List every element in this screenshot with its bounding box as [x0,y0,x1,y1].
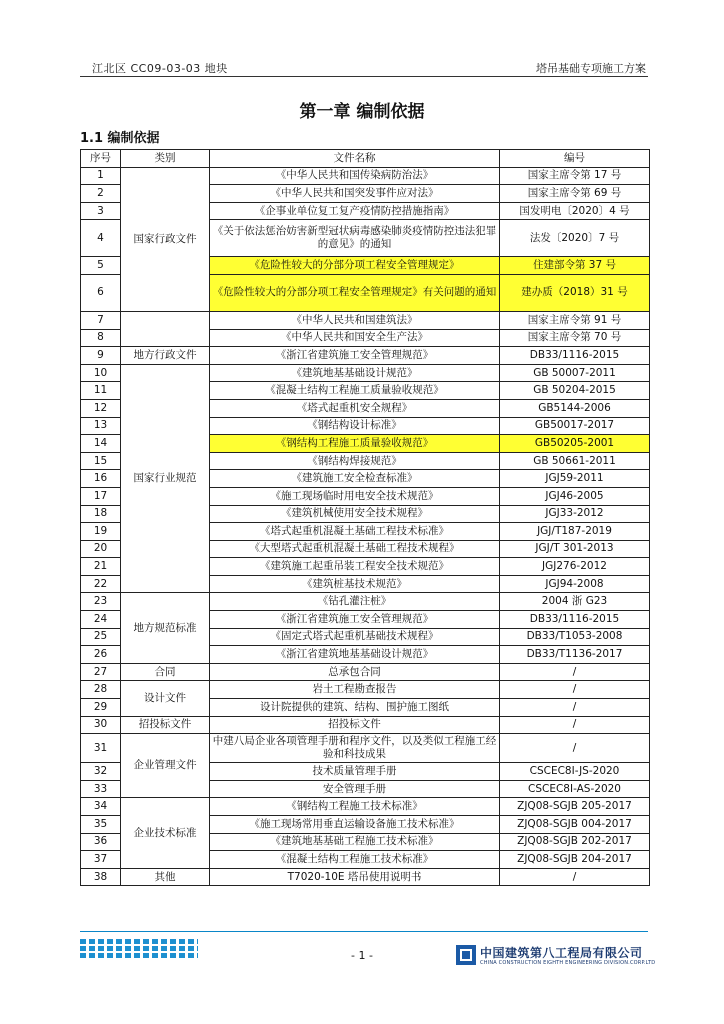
company-name-en: CHINA CONSTRUCTION EIGHTH ENGINEERING DIVISION.CORP.LTD [480,960,656,966]
document-code-cell: JGJ/T187-2019 [500,523,650,541]
document-name-cell: 中建八局企业各项管理手册和程序文件，以及类似工程施工经验和科技成果 [210,734,500,763]
row-number-cell: 19 [81,523,121,541]
document-code-cell: / [500,734,650,763]
document-code-cell: JGJ/T 301-2013 [500,540,650,558]
table-row [81,593,650,611]
table-row [81,716,650,734]
row-number-cell: 22 [81,575,121,593]
row-number-cell: 23 [81,593,121,611]
document-code-cell: GB50017-2017 [500,417,650,435]
row-number-cell: 7 [81,311,121,329]
document-name-cell: 《建筑桩基技术规范》 [210,575,500,593]
document-code-cell: / [500,716,650,734]
col-header-no: 序号 [81,150,121,168]
document-name-cell: 《混凝土结构工程施工质量验收规范》 [210,382,500,400]
document-name-cell: 《钢结构焊接规范》 [210,452,500,470]
row-number-cell: 36 [81,833,121,851]
col-header-name: 文件名称 [210,150,500,168]
document-code-cell: JGJ46-2005 [500,487,650,505]
row-number-cell: 17 [81,487,121,505]
category-cell: 合同 [121,663,210,681]
document-name-cell: 《浙江省建筑施工安全管理规范》 [210,347,500,365]
document-name-cell: 岩土工程勘查报告 [210,681,500,699]
row-number-cell: 4 [81,220,121,257]
document-code-cell: DB33/1116-2015 [500,347,650,365]
row-number-cell: 6 [81,274,121,311]
document-name-cell: 《钢结构工程施工技术标准》 [210,798,500,816]
row-number-cell: 30 [81,716,121,734]
row-number-cell: 25 [81,628,121,646]
document-name-cell: 《建筑地基基础工程施工技术标准》 [210,833,500,851]
table-row [81,364,650,382]
document-code-cell: 国家主席令第 91 号 [500,311,650,329]
row-number-cell: 28 [81,681,121,699]
row-number-cell: 26 [81,646,121,664]
document-name-cell: 《建筑施工起重吊装工程安全技术规范》 [210,558,500,576]
table-row [81,734,650,763]
table-row [81,167,650,185]
row-number-cell: 38 [81,868,121,886]
row-number-cell: 24 [81,611,121,629]
document-name-cell: 安全管理手册 [210,780,500,798]
document-code-cell: ZJQ08-SGJB 202-2017 [500,833,650,851]
row-number-cell: 27 [81,663,121,681]
document-code-cell: / [500,681,650,699]
row-number-cell: 2 [81,185,121,203]
document-name-cell: 《浙江省建筑地基基础设计规范》 [210,646,500,664]
document-code-cell: / [500,868,650,886]
col-header-category: 类别 [121,150,210,168]
company-logo-icon [456,945,476,965]
document-name-cell: 技术质量管理手册 [210,763,500,781]
row-number-cell: 5 [81,257,121,275]
category-cell: 招投标文件 [121,716,210,734]
document-name-cell: 《中华人民共和国传染病防治法》 [210,167,500,185]
highlighted-cell: 住建部令第 37 号 [500,257,650,275]
document-name-cell: 《施工现场常用垂直运输设备施工技术标准》 [210,816,500,834]
document-name-cell: 《中华人民共和国安全生产法》 [210,329,500,347]
row-number-cell: 29 [81,699,121,717]
document-name-cell: 《建筑施工安全检查标准》 [210,470,500,488]
row-number-cell: 9 [81,347,121,365]
document-code-cell: / [500,699,650,717]
document-code-cell: GB 50007-2011 [500,364,650,382]
document-code-cell: CSCEC8I-AS-2020 [500,780,650,798]
document-name-cell: 《固定式塔式起重机基础技术规程》 [210,628,500,646]
document-name-cell: 《中华人民共和国突发事件应对法》 [210,185,500,203]
document-name-cell: 《大型塔式起重机混凝土基础工程技术规程》 [210,540,500,558]
document-name-cell: 招投标文件 [210,716,500,734]
document-code-cell: GB5144-2006 [500,399,650,417]
row-number-cell: 20 [81,540,121,558]
row-number-cell: 12 [81,399,121,417]
category-cell: 国家行政文件 [121,167,210,311]
document-name-cell: 《关于依法惩治妨害新型冠状病毒感染肺炎疫情防控违法犯罪的意见》的通知 [210,220,500,257]
chapter-title: 第一章 编制依据 [299,102,425,122]
table-row [81,347,650,365]
table-row [81,681,650,699]
row-number-cell: 10 [81,364,121,382]
table-header-row [81,150,650,168]
document-name-cell: 《浙江省建筑施工安全管理规范》 [210,611,500,629]
table-row [81,311,650,329]
header-project: 江北区 CC09-03-03 地块 [92,62,228,75]
document-code-cell: ZJQ08-SGJB 004-2017 [500,816,650,834]
category-cell: 设计文件 [121,681,210,716]
category-cell-blank [121,311,210,346]
document-name-cell: 《钢结构设计标准》 [210,417,500,435]
table-row [81,868,650,886]
row-number-cell: 8 [81,329,121,347]
row-number-cell: 33 [81,780,121,798]
col-header-code: 编号 [500,150,650,168]
document-name-cell: 总承包合同 [210,663,500,681]
row-number-cell: 3 [81,202,121,220]
document-code-cell: 国家主席令第 69 号 [500,185,650,203]
document-code-cell: 国发明电〔2020〕4 号 [500,202,650,220]
footer-rule [80,931,648,932]
header-rule [80,76,648,77]
document-name-cell: 《建筑机械使用安全技术规程》 [210,505,500,523]
document-code-cell: JGJ94-2008 [500,575,650,593]
category-cell: 国家行业规范 [121,364,210,593]
row-number-cell: 16 [81,470,121,488]
document-code-cell: 法发〔2020〕7 号 [500,220,650,257]
document-name-cell: 《钻孔灌注桩》 [210,593,500,611]
category-cell: 企业技术标准 [121,798,210,868]
document-code-cell: 国家主席令第 17 号 [500,167,650,185]
document-code-cell: 2004 浙 G23 [500,593,650,611]
document-code-cell: JGJ276-2012 [500,558,650,576]
header-doc-title: 塔吊基础专项施工方案 [536,62,646,75]
document-name-cell: 《施工现场临时用电安全技术规范》 [210,487,500,505]
document-code-cell: GB 50661-2011 [500,452,650,470]
document-code-cell: DB33/T1136-2017 [500,646,650,664]
row-number-cell: 11 [81,382,121,400]
document-code-cell: / [500,663,650,681]
document-code-cell: JGJ59-2011 [500,470,650,488]
document-code-cell: ZJQ08-SGJB 205-2017 [500,798,650,816]
document-name-cell: 设计院提供的建筑、结构、围护施工图纸 [210,699,500,717]
document-name-cell: 《中华人民共和国建筑法》 [210,311,500,329]
document-name-cell: 《企事业单位复工复产疫情防控措施指南》 [210,202,500,220]
document-code-cell: ZJQ08-SGJB 204-2017 [500,851,650,869]
category-cell: 地方行政文件 [121,347,210,365]
row-number-cell: 31 [81,734,121,763]
highlighted-cell: 《危险性较大的分部分项工程安全管理规定》有关问题的通知 [210,274,500,311]
row-number-cell: 18 [81,505,121,523]
document-code-cell: GB 50204-2015 [500,382,650,400]
row-number-cell: 15 [81,452,121,470]
document-name-cell: T7020-10E 塔吊使用说明书 [210,868,500,886]
row-number-cell: 32 [81,763,121,781]
document-name-cell: 《建筑地基基础设计规范》 [210,364,500,382]
category-cell: 其他 [121,868,210,886]
document-code-cell: DB33/1116-2015 [500,611,650,629]
table-row [81,798,650,816]
row-number-cell: 13 [81,417,121,435]
category-cell: 企业管理文件 [121,734,210,798]
basis-table [80,149,650,886]
row-number-cell: 1 [81,167,121,185]
highlighted-cell: 《钢结构工程施工质量验收规范》 [210,435,500,453]
row-number-cell: 35 [81,816,121,834]
page-number: - 1 - [351,949,373,962]
document-name-cell: 《混凝土结构工程施工技术标准》 [210,851,500,869]
highlighted-cell: GB50205-2001 [500,435,650,453]
row-number-cell: 21 [81,558,121,576]
row-number-cell: 14 [81,435,121,453]
document-name-cell: 《塔式起重机混凝土基础工程技术标准》 [210,523,500,541]
document-name-cell: 《塔式起重机安全规程》 [210,399,500,417]
section-title: 1.1 编制依据 [80,131,160,146]
highlighted-cell: 建办质（2018）31 号 [500,274,650,311]
document-code-cell: CSCEC8I-JS-2020 [500,763,650,781]
row-number-cell: 34 [81,798,121,816]
document-code-cell: 国家主席令第 70 号 [500,329,650,347]
row-number-cell: 37 [81,851,121,869]
highlighted-cell: 《危险性较大的分部分项工程安全管理规定》 [210,257,500,275]
document-code-cell: JGJ33-2012 [500,505,650,523]
category-cell: 地方规范标准 [121,593,210,663]
table-row [81,663,650,681]
document-code-cell: DB33/T1053-2008 [500,628,650,646]
company-name-cn: 中国建筑第八工程局有限公司 [480,946,643,960]
